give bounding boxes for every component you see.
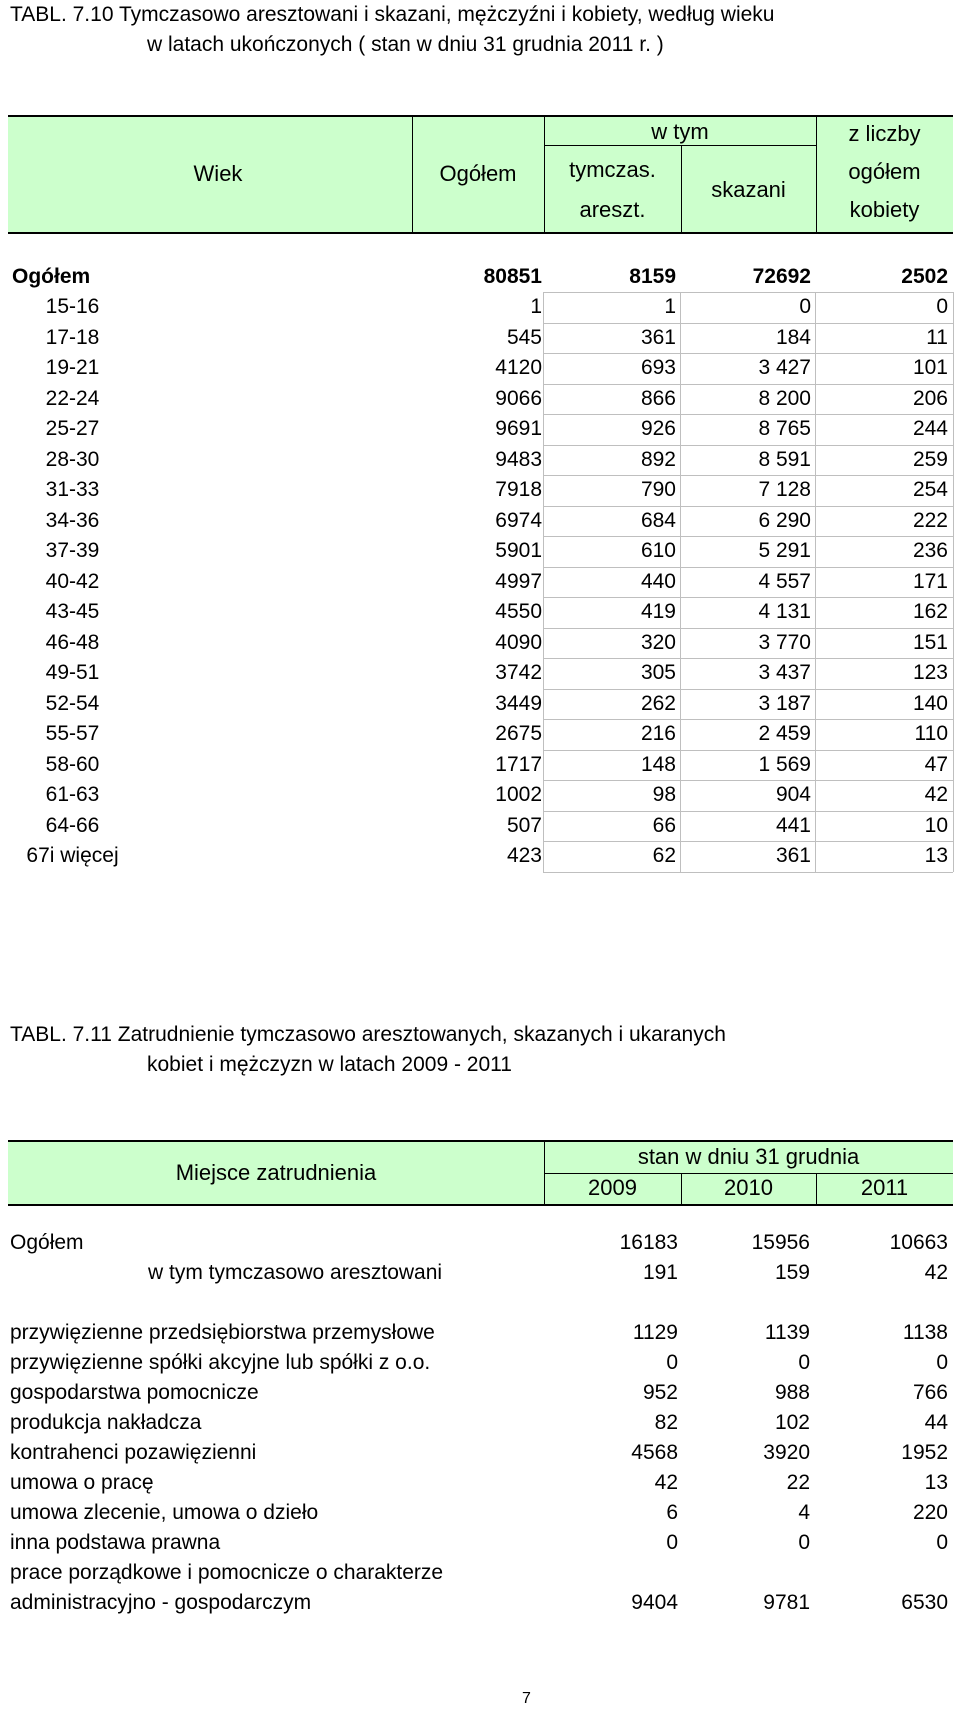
ogolem-cell: 6974 [495,508,542,532]
total-tymczas: 8159 [629,265,676,288]
table-row [0,567,960,597]
tymczas-cell: 216 [640,722,676,745]
ogolem-cell: 4090 [495,630,542,654]
kobiety-cell: 162 [912,600,948,623]
age-cell: 17-18 [45,325,100,349]
skazani-cell: 184 [775,325,811,349]
grid-line [543,750,953,751]
table2-title-line1: TABL. 7.11 Zatrudnienie tymczasowo aresztowanych, skazanych i ukaranych [10,1023,726,1046]
value-v2010: 4 [798,1501,810,1524]
table-row [0,475,960,505]
skazani-cell: 8 591 [758,447,811,471]
value-v2011: 42 [924,1261,948,1284]
skazani-cell: 8 200 [758,386,811,410]
value-v2009: 4568 [631,1441,678,1464]
row-label: w tym tymczasowo aresztowani [148,1261,443,1284]
tymczas-cell: 62 [652,844,676,867]
grid-line [543,353,953,354]
kobiety-cell: 110 [914,722,948,745]
ogolem-cell: 507 [506,813,542,837]
ogolem-cell: 3449 [495,691,542,715]
ogolem-cell: 545 [506,325,542,349]
age-cell: 61-63 [45,783,100,806]
ogolem-cell: 9691 [495,417,542,440]
row-label: przywięzienne spółki akcyjne lub spółki z o.o. [10,1351,431,1374]
row-label: umowa zlecenie, umowa o dzieło [10,1501,319,1524]
grid-line [543,597,953,598]
age-cell: 52-54 [45,691,100,715]
tymczas-cell: 684 [640,508,676,532]
ogolem-cell: 4120 [495,356,542,379]
table-row [0,353,960,383]
table1-title-line2: w latach ukończonych ( stan w dniu 31 grudnia 2011 r. ) [147,33,664,56]
age-cell: 49-51 [45,661,100,684]
age-cell: 55-57 [45,722,100,745]
value-v2011: 220 [912,1501,948,1524]
value-v2011: 0 [936,1531,948,1554]
skazani-cell: 4 557 [758,569,811,593]
table-row [0,1528,960,1558]
grid-line [543,689,953,690]
value-v2010: 0 [798,1351,810,1374]
grid-line [543,506,953,507]
value-v2011: 44 [924,1411,948,1434]
tymczas-cell: 440 [640,569,676,593]
value-v2010: 159 [774,1261,810,1284]
grid-line [543,292,544,872]
table1-total-row [0,262,960,292]
value-v2009: 191 [642,1261,678,1284]
value-v2009: 952 [642,1381,678,1404]
grid-line [543,323,953,324]
value-v2010: 988 [774,1381,810,1404]
table-row [0,1258,960,1288]
table-row [0,1498,960,1528]
skazani-cell: 3 770 [758,630,811,654]
age-cell: 58-60 [45,752,100,776]
grid-line [543,567,953,568]
header-zliczby-l3: kobiety [849,197,920,222]
table-row [0,1468,960,1498]
ogolem-cell: 9066 [495,386,542,410]
grid-line [543,811,953,812]
kobiety-cell: 244 [912,417,948,440]
value-v2011: 10663 [889,1231,948,1254]
grid-line [953,292,954,872]
total-ogolem: 80851 [483,265,542,288]
row-label: kontrahenci pozawięzienni [10,1441,257,1464]
tymczas-cell: 66 [652,813,676,837]
row-label: inna podstawa prawna [10,1531,221,1554]
grid-line [543,445,953,446]
skazani-cell: 904 [775,783,811,806]
value-v2010: 9781 [763,1591,810,1614]
table-row [0,384,960,414]
table2-title-line2: kobiet i mężczyzn w latach 2009 - 2011 [147,1053,512,1076]
kobiety-cell: 47 [924,752,948,776]
value-v2009: 82 [654,1411,678,1434]
kobiety-cell: 222 [912,508,948,532]
grid-line [543,292,953,293]
age-cell: 19-21 [45,356,100,379]
header-2011: 2011 [860,1175,909,1200]
value-v2010: 3920 [763,1441,810,1464]
ogolem-cell: 1002 [495,783,542,806]
row-label: przywięzienne przedsiębiorstwa przemysłowe [10,1321,435,1344]
ogolem-cell: 1717 [495,752,542,776]
table-row [0,414,960,444]
ogolem-cell: 7918 [495,478,542,501]
value-v2009: 6 [666,1501,678,1524]
grid-line [543,628,953,629]
table-row [0,1228,960,1258]
grid-line [543,872,953,873]
age-cell: 64-66 [45,813,100,837]
table-row [0,506,960,536]
skazani-cell: 1 569 [758,752,811,776]
grid-line [543,719,953,720]
header-w-tym: w tym [651,119,709,144]
table-row [0,1348,960,1378]
header-miejsce: Miejsce zatrudnienia [175,1160,377,1185]
header-2010: 2010 [724,1175,773,1200]
kobiety-cell: 10 [924,813,948,837]
value-v2010: 1139 [764,1321,810,1344]
tymczas-cell: 926 [640,417,676,440]
grid-line [543,841,953,842]
table-row [0,658,960,688]
grid-line [543,536,953,537]
age-cell: 37-39 [45,539,100,562]
header-stan: stan w dniu 31 grudnia [637,1144,860,1169]
age-cell: 25-27 [45,417,100,440]
skazani-cell: 8 765 [758,417,811,440]
ogolem-cell: 2675 [495,722,542,745]
header-wiek: Wiek [193,161,243,186]
header-skazani: skazani [711,177,786,202]
kobiety-cell: 11 [926,325,948,349]
value-v2010: 22 [786,1471,810,1494]
kobiety-cell: 206 [912,386,948,410]
header-zliczby-l1: z liczby [848,121,921,146]
value-v2009: 16183 [619,1231,678,1254]
skazani-cell: 441 [775,813,811,837]
header-ogolem: Ogółem [439,161,517,186]
tymczas-cell: 610 [640,539,676,562]
row-label: umowa o pracę [10,1471,154,1494]
header-2009: 2009 [588,1175,637,1200]
age-cell: 67i więcej [26,844,119,867]
grid-line [543,384,953,385]
kobiety-cell: 259 [912,447,948,471]
age-cell: 46-48 [45,630,100,654]
tymczas-cell: 305 [640,661,676,684]
value-v2009: 1129 [632,1321,678,1344]
grid-line [815,292,816,872]
value-v2009: 9404 [631,1591,678,1614]
kobiety-cell: 236 [912,539,948,562]
value-v2011: 13 [924,1471,948,1494]
value-v2009: 0 [666,1531,678,1554]
table1-title-line1: TABL. 7.10 Tymczasowo aresztowani i skazani, mężczyźni i kobiety, według wieku [10,3,775,26]
age-cell: 31-33 [45,478,100,501]
total-kobiety: 2502 [901,265,948,288]
row-label-line2: administracyjno - gospodarczym [10,1591,312,1614]
row-label: gospodarstwa pomocnicze [10,1381,259,1404]
tymczas-cell: 1 [664,295,676,318]
table-row [0,323,960,353]
header-zliczby-l2: ogółem [848,159,921,184]
table-row [0,1318,960,1348]
age-cell: 22-24 [45,386,100,410]
value-v2010: 102 [774,1411,810,1434]
header-tymczas-l1: tymczas. [569,157,656,182]
value-v2011: 0 [936,1351,948,1374]
table-row [0,841,960,871]
table-row [0,445,960,475]
skazani-cell: 4 131 [758,600,811,623]
kobiety-cell: 123 [912,661,948,684]
tymczas-cell: 892 [640,447,676,471]
ogolem-cell: 4997 [495,569,542,593]
tymczas-cell: 693 [640,356,676,379]
table-row [0,1378,960,1408]
tymczas-cell: 790 [640,478,676,501]
row-label: Ogółem [10,1231,84,1254]
table-row [0,1588,960,1618]
skazani-cell: 6 290 [758,508,811,532]
age-cell: 34-36 [45,508,100,532]
grid-line [543,414,953,415]
value-v2011: 6530 [901,1591,948,1614]
total-label: Ogółem [12,265,91,288]
tymczas-cell: 419 [640,600,676,623]
total-skazani: 72692 [752,265,811,288]
kobiety-cell: 171 [912,569,948,593]
age-cell: 15-16 [45,295,100,318]
table-row [0,719,960,749]
tymczas-cell: 262 [640,691,676,715]
kobiety-cell: 254 [912,478,948,501]
value-v2009: 0 [666,1351,678,1374]
skazani-cell: 3 187 [758,691,811,715]
age-cell: 40-42 [45,569,100,593]
skazani-cell: 5 291 [758,539,811,562]
header-tymczas-l2: areszt. [579,197,646,222]
kobiety-cell: 42 [924,783,948,806]
page-number: 7 [522,1690,531,1707]
ogolem-cell: 423 [506,844,542,867]
table-row [0,1438,960,1468]
grid-line [543,475,953,476]
kobiety-cell: 140 [912,691,948,715]
table-row [0,750,960,780]
kobiety-cell: 101 [912,356,948,379]
age-cell: 43-45 [45,600,100,623]
ogolem-cell: 9483 [495,447,542,471]
table-row [0,1558,960,1588]
row-label: produkcja nakładcza [10,1411,202,1434]
ogolem-cell: 1 [530,295,542,318]
table-row [0,811,960,841]
table-row [0,536,960,566]
ogolem-cell: 3742 [495,661,542,684]
tymczas-cell: 361 [640,325,676,349]
skazani-cell: 0 [799,295,811,318]
kobiety-cell: 13 [924,844,948,867]
table-row [0,780,960,810]
ogolem-cell: 5901 [495,539,542,562]
grid-line [680,292,681,872]
table-row [0,1408,960,1438]
ogolem-cell: 4550 [495,600,542,623]
skazani-cell: 3 427 [758,356,811,379]
value-v2010: 15956 [751,1231,810,1254]
skazani-cell: 2 459 [758,722,811,745]
value-v2010: 0 [798,1531,810,1554]
age-cell: 28-30 [45,447,100,471]
value-v2009: 42 [654,1471,678,1494]
table-row [0,597,960,627]
skazani-cell: 361 [775,844,811,867]
tymczas-cell: 866 [640,386,676,410]
skazani-cell: 3 437 [758,661,811,684]
kobiety-cell: 0 [936,295,948,318]
tymczas-cell: 98 [652,783,676,806]
table1-header [8,115,953,234]
value-v2011: 1952 [901,1441,948,1464]
table-row [0,628,960,658]
grid-line [543,658,953,659]
row-label-line1: prace porządkowe i pomocnicze o charakterze [10,1561,444,1584]
table-row [0,689,960,719]
table2-header [8,1140,953,1206]
value-v2011: 766 [912,1381,948,1404]
grid-line [543,780,953,781]
skazani-cell: 7 128 [758,478,811,501]
kobiety-cell: 151 [912,630,948,654]
table-row [0,292,960,322]
value-v2011: 1138 [902,1321,948,1344]
tymczas-cell: 148 [640,752,676,776]
tymczas-cell: 320 [640,630,676,654]
